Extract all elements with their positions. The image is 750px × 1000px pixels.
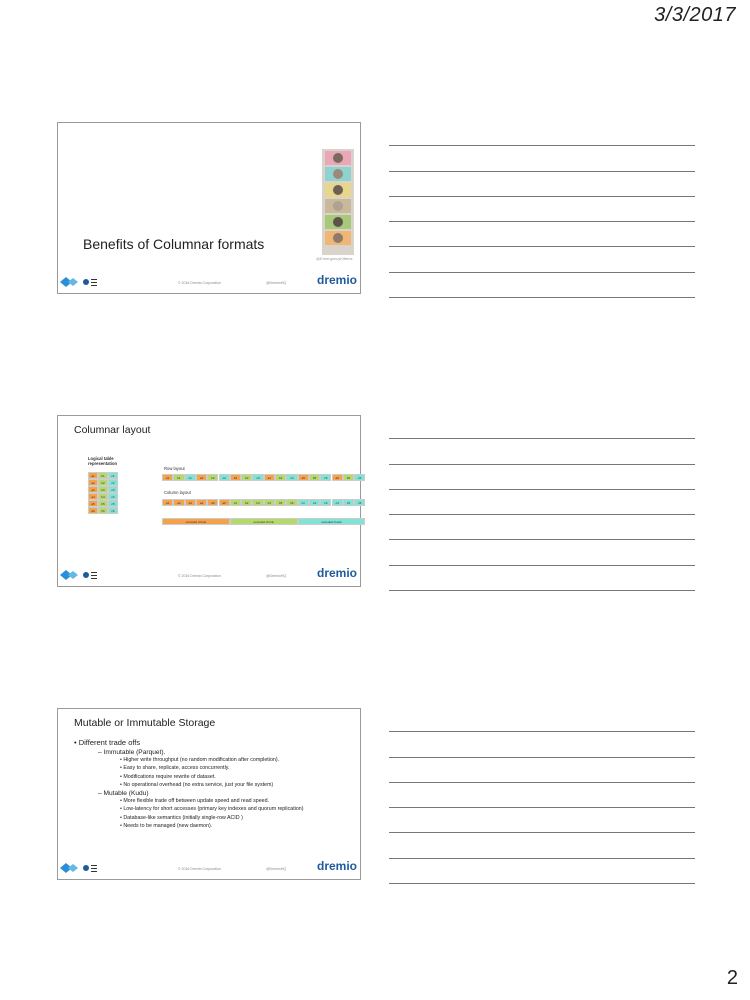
logical-cell: c1 — [108, 472, 118, 479]
column-layout-cell: c1 — [298, 499, 309, 506]
logical-cell: c3 — [108, 486, 118, 493]
slide-1 — [57, 122, 361, 294]
column-layout-cell: c4 — [332, 499, 343, 506]
row-layout-cell: c5 — [320, 474, 331, 481]
logical-cell: b1 — [98, 472, 108, 479]
row-layout-cell: a1 — [162, 474, 173, 481]
column-layout-cell: b2 — [241, 499, 252, 506]
slide-2 — [57, 415, 361, 587]
column-layout-cell: a4 — [196, 499, 207, 506]
column-layout-cell: a3 — [185, 499, 196, 506]
footer-copyright: © 2016 Dremio Corporation — [178, 867, 221, 871]
notes-lines-2 — [389, 414, 695, 591]
group-immutable: – Immutable (Parquet). — [98, 749, 166, 756]
list-item: • No operational overhead (no extra service, just your file system) — [120, 781, 274, 788]
column-layout-cell: c5 — [343, 499, 354, 506]
group-mutable: – Mutable (Kudu) — [98, 790, 149, 798]
slide-footer — [58, 564, 360, 586]
row-layout-cell: c4 — [286, 474, 297, 481]
apache-logos-icon — [60, 568, 100, 582]
column-layout-cell: b6 — [286, 499, 297, 506]
logical-cell: c2 — [108, 479, 118, 486]
row-layout-cell: c3 — [252, 474, 263, 481]
row-layout-cell: c6 — [354, 474, 365, 481]
logical-cell: b2 — [98, 479, 108, 486]
logical-cell: c4 — [108, 493, 118, 500]
print-date: 3/3/2017 — [654, 4, 736, 26]
row-layout-cell: b6 — [343, 474, 354, 481]
list-item: • More flexible trade off between update speed and read speed. — [120, 798, 269, 805]
cat-tower-photo — [320, 149, 356, 255]
column-layout-cell: b5 — [275, 499, 286, 506]
list-item: • Higher write throughput (no random modification after completion). — [120, 757, 280, 763]
row-layout-cell: a5 — [298, 474, 309, 481]
logical-cell: b3 — [98, 486, 108, 493]
row-layout-cell: b4 — [275, 474, 286, 481]
slide-title: Benefits of Columnar formats — [83, 236, 265, 252]
row-layout-cell: c1 — [185, 474, 196, 481]
slide-3 — [57, 708, 361, 880]
row-layout-cell: a3 — [230, 474, 241, 481]
column-layout-cell: a1 — [162, 499, 173, 506]
list-item: • Low-latency for short accesses (primary key indexes and quorum replication) — [120, 806, 304, 813]
slide-footer — [58, 857, 360, 879]
column-layout-cell: c3 — [320, 499, 331, 506]
footer-handle: @DremioHQ — [266, 281, 287, 285]
logical-table-label: Logical table representation — [88, 456, 118, 466]
logical-cell: a1 — [88, 472, 98, 479]
column-layout-cell: a6 — [219, 499, 230, 506]
logical-cell: b5 — [98, 500, 108, 507]
logical-cell: a3 — [88, 486, 98, 493]
list-item: • Needs to be managed (new daemon). — [120, 823, 213, 830]
dremio-logo: dremio — [316, 273, 357, 287]
row-layout-cell: b3 — [241, 474, 252, 481]
logical-cell: b6 — [98, 507, 108, 514]
page-number: 2 — [726, 967, 738, 989]
footer-copyright: © 2016 Dremio Corporation — [178, 281, 221, 285]
column-layout-cell: c6 — [354, 499, 365, 506]
row-layout-cell: b1 — [173, 474, 184, 481]
row-layout-cell: a2 — [196, 474, 207, 481]
footer-handle: @DremioHQ — [266, 574, 287, 578]
row-layout-cell: a4 — [264, 474, 275, 481]
row-layout-cell: a6 — [332, 474, 343, 481]
dremio-logo: dremio — [316, 566, 357, 580]
row-layout-label: Row layout — [164, 466, 185, 471]
logical-cell: c5 — [108, 500, 118, 507]
row-layout-cell: b2 — [207, 474, 218, 481]
column-layout-cell: b3 — [252, 499, 263, 506]
column-layout-cell: a5 — [207, 499, 218, 506]
dremio-logo: dremio — [316, 859, 357, 873]
column-layout-cell: b4 — [264, 499, 275, 506]
notes-lines-3 — [389, 707, 695, 884]
encoded-chunk: encoded chunk — [298, 518, 366, 525]
column-layout-label: Column layout — [164, 490, 191, 495]
column-layout-cell: c2 — [309, 499, 320, 506]
slide-footer — [58, 271, 360, 293]
footer-copyright: © 2016 Dremio Corporation — [178, 574, 221, 578]
encoded-chunk: encoded chunk — [162, 518, 230, 525]
apache-logos-icon — [60, 861, 100, 875]
slide-title: Mutable or Immutable Storage — [74, 717, 216, 729]
slide-title: Columnar layout — [74, 424, 151, 436]
column-layout-cell: a2 — [173, 499, 184, 506]
slide-body — [74, 738, 354, 830]
photo-credit: @EmergencyKittens — [316, 256, 353, 261]
footer-handle: @DremioHQ — [266, 867, 287, 871]
logical-cell: a2 — [88, 479, 98, 486]
column-layout-cell: b1 — [230, 499, 241, 506]
logical-cell: a6 — [88, 507, 98, 514]
logical-cell: b4 — [98, 493, 108, 500]
apache-logos-icon — [60, 275, 100, 289]
row-layout-cell: c2 — [219, 474, 230, 481]
logical-cell: a5 — [88, 500, 98, 507]
bullet-main: • Different trade offs — [74, 738, 141, 747]
list-item: • Database-like semantics (initially single-row ACID ) — [120, 814, 243, 821]
list-item: • Modifications require rewrite of dataset. — [120, 773, 216, 780]
row-layout-cell: b5 — [309, 474, 320, 481]
list-item: • Easy to share, replicate, access concurrently. — [120, 765, 230, 772]
logical-cell: c6 — [108, 507, 118, 514]
encoded-chunk: encoded chunk — [230, 518, 298, 525]
notes-lines-1 — [389, 121, 695, 298]
logical-cell: a4 — [88, 493, 98, 500]
